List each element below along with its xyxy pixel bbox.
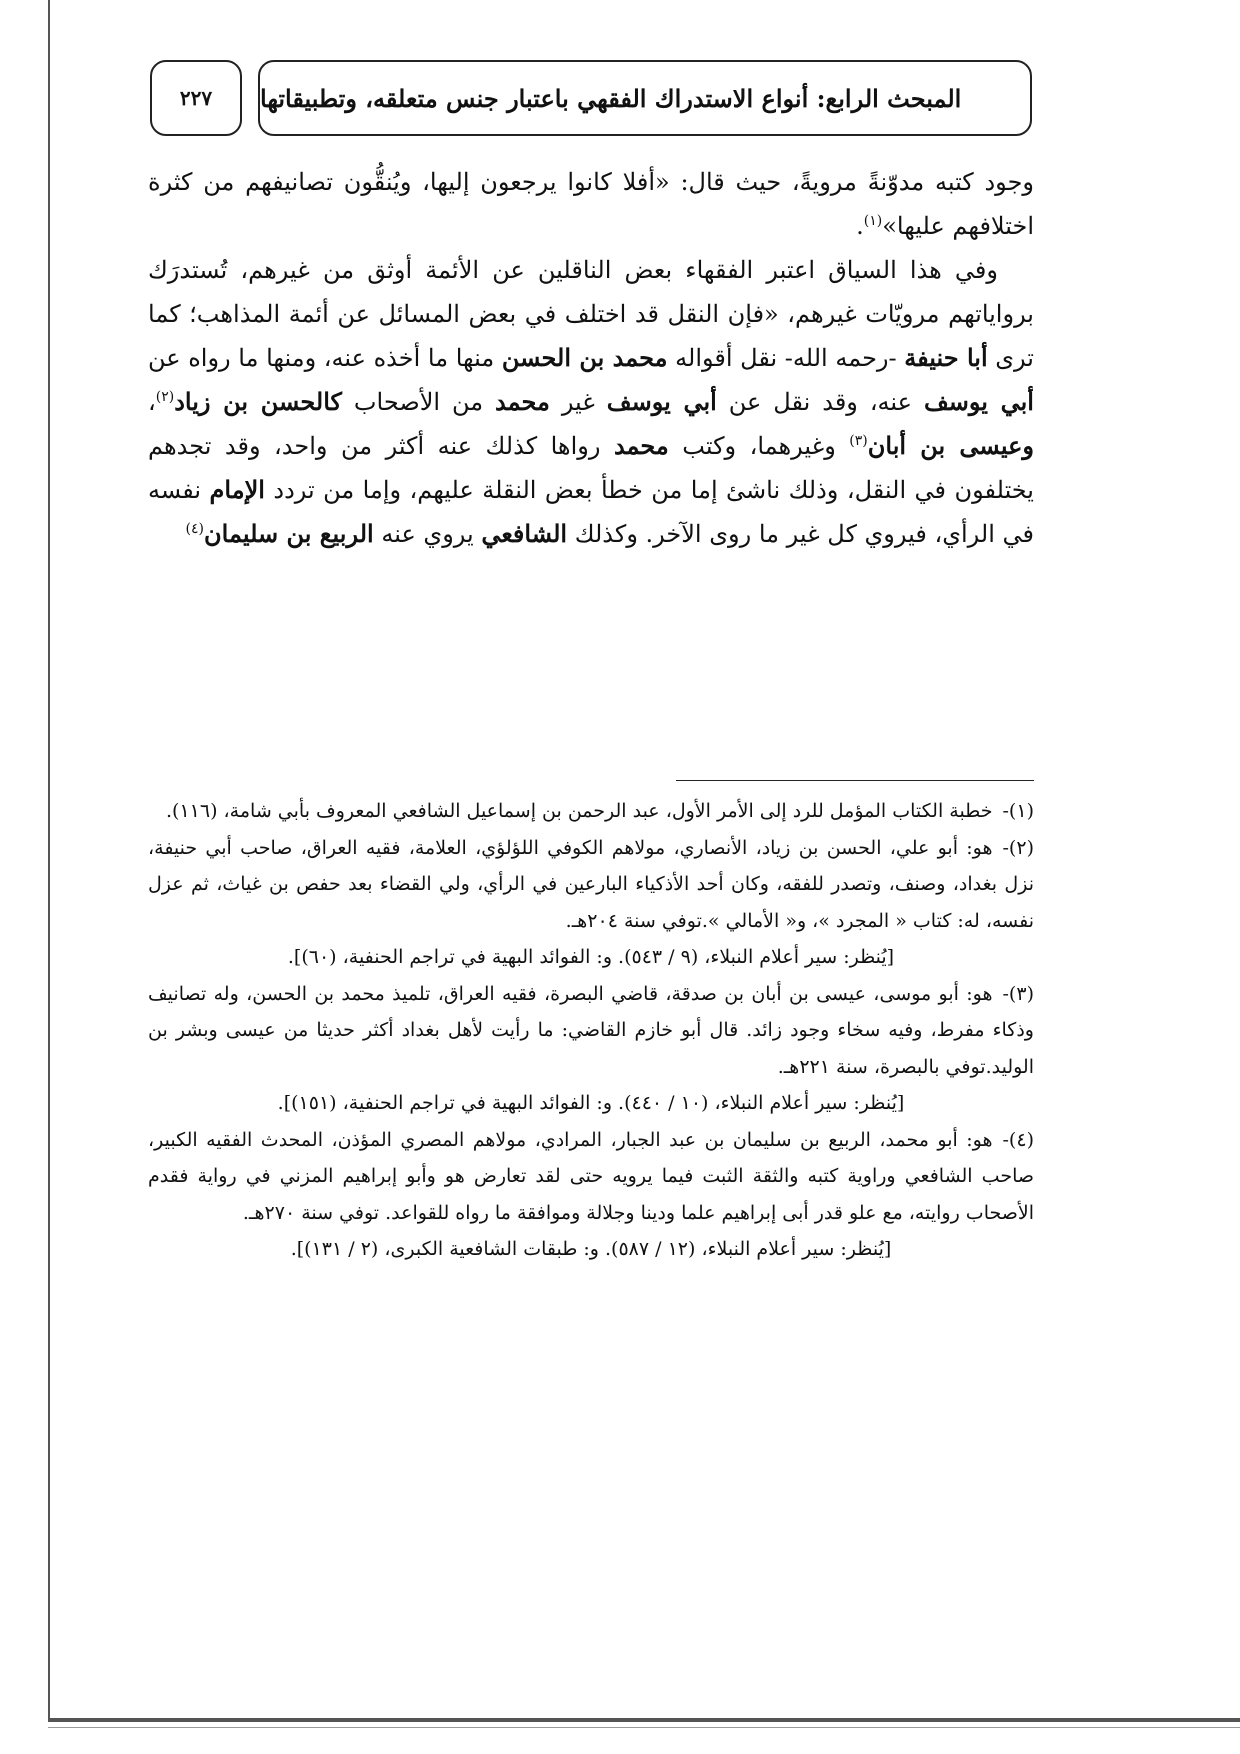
footnotes: [148, 793, 1034, 1268]
footnote-number: (١)-: [1002, 800, 1034, 822]
name-abu-yusuf: أبي يوسف: [606, 387, 717, 416]
text-run: يروي عنه: [381, 520, 474, 548]
footnote-text: هو: أبو موسى، عيسى بن أبان بن صدقة، قاضي البصرة، فقيه العراق، تلميذ محمد بن الحسن، وله تصانيف وذكاء مفرط، وفيه سخاء وجود زائد. قال أبو خازم القاضي: ما رأيت لأهل بغداد أكثر حديثا من عيسى وبشر بن الوليد.توفي بالبصرة، سنة ٢٢١هـ.: [148, 982, 1034, 1078]
page-left-edge: [48, 0, 50, 1720]
text-run: وفي هذا السياق اعتبر الفقهاء بعض الناقلين عن الأئمة أوثق من غيرهم، تُستدرَك برواياتهم مرويّات غيرهم، «فإن النقل قد اختلف في بعض المسائل عن أئمة المذاهب؛ كما ترى: [148, 256, 1034, 372]
paragraph-1: [148, 160, 1034, 248]
footnote-ref-3[interactable]: (٣): [849, 433, 868, 449]
footnote-4: [148, 1122, 1034, 1232]
page-bottom-edge: [48, 1718, 1240, 1722]
chapter-header: [258, 60, 1032, 136]
name-muhammad: محمد: [495, 387, 550, 416]
footnote-text: خطبة الكتاب المؤمل للرد إلى الأمر الأول، عبد الرحمن بن إسماعيل الشافعي المعروف بأبي شامة، (١١٦).: [166, 800, 993, 822]
footnote-4-reference: [يُنظر: سير أعلام النبلاء، (١٢ / ٥٨٧). و: طبقات الشافعية الكبرى، (٢ / ١٣١)].: [290, 1238, 892, 1260]
text-run: وغيرهما، وكتب: [682, 432, 836, 460]
page-number-box: [150, 60, 242, 136]
footnote-ref-1[interactable]: (١): [863, 213, 883, 229]
text-run: عنه، وقد نقل عن: [728, 388, 912, 416]
name-imam: الإمام: [209, 475, 265, 504]
name-isa-ibn-aban: وعيسى بن أبان: [867, 431, 1034, 460]
name-abu-hanifa: أبا حنيفة: [904, 343, 988, 372]
footnote-2-reference: [يُنظر: سير أعلام النبلاء، (٩ / ٥٤٣). و: الفوائد البهية في تراجم الحنفية، (٦٠)].: [287, 946, 895, 968]
footnote-number: (٤)-: [1002, 1128, 1034, 1151]
page-number: ٢٢٧: [179, 86, 213, 110]
footnote-ref-2[interactable]: (٢): [155, 389, 175, 405]
chapter-title: المبحث الرابع: أنواع الاستدراك الفقهي باعتبار جنس متعلقه، وتطبيقاتها: [260, 83, 962, 113]
name-muhammad: محمد: [613, 431, 669, 460]
footnote-text: هو: أبو علي، الحسن بن زياد، الأنصاري، مولاهم الكوفي اللؤلؤي، العلامة، فقيه العراق، صاحب أبي حنيفة، نزل بغداد، وصنف، وتصدر للفقه، وكان أحد الأذكياء البارعين في الرأي، ولي القضاء بعد حفص بن غياث، ثم عزل نفسه، له: كتاب « المجرد »، و« الأمالي ».توفي سنة ٢٠٤هـ.: [148, 836, 1034, 932]
text-run: من الأصحاب: [353, 388, 484, 416]
page-bottom-edge-shadow: [48, 1727, 1240, 1728]
name-al-rabi-ibn-sulayman: الربيع بن سليمان: [204, 519, 374, 548]
text-run: ،: [148, 388, 156, 416]
name-al-shafii: الشافعي: [481, 519, 568, 548]
footnote-ref-4[interactable]: (٤): [185, 521, 205, 537]
main-text: [148, 160, 1034, 556]
footnote-2: [148, 830, 1034, 940]
footnote-text: هو: أبو محمد، الربيع بن سليمان بن عبد الجبار، المرادي، مولاهم المصري المؤذن، المحدث الفقيه الكبير، صاحب الشافعي وراوية كتبه والثقة الثبت فيما يرويه حتى لقد تعارض هو وأبو إبراهيم المزني في رواية فقدم الأصحاب روايته، مع علو قدر أبى إبراهيم علما ودينا وجلالة وموافقة ما رواه للقواعد. توفي سنة ٢٧٠هـ.: [148, 1128, 1034, 1224]
text-run: منها ما أخذه عنه، ومنها ما رواه عن: [148, 344, 495, 372]
footnote-1: [148, 793, 1034, 830]
paragraph-2: [148, 248, 1034, 556]
name-hasan-ibn-ziyad: كالحسن بن زياد: [174, 387, 342, 416]
paragraph-1-end: .: [856, 212, 864, 240]
text-run: غير: [561, 388, 595, 416]
footnote-separator: [676, 780, 1034, 781]
footnote-number: (٢)-: [1002, 836, 1034, 859]
name-muhammad-ibn-al-hasan: محمد بن الحسن: [501, 343, 668, 372]
footnote-3: [148, 976, 1034, 1086]
name-abu-yusuf: أبي يوسف: [923, 387, 1034, 416]
footnote-number: (٣)-: [1002, 982, 1034, 1005]
text-run: رواها كذلك عنه أكثر من واحد، وقد تجدهم يختلفون في النقل، وذلك ناشئ إما من خطأ بعض النقلة عليهم، وإما من تردد: [148, 432, 1034, 504]
footnote-3-reference: [يُنظر: سير أعلام النبلاء، (١٠ / ٤٤٠). و: الفوائد البهية في تراجم الحنفية، (١٥١)].: [277, 1092, 905, 1114]
text-run: -رحمه الله- نقل أقواله: [675, 344, 897, 372]
text-run: نفسه في الرأي، فيروي كل غير ما روى الآخر. وكذلك: [148, 476, 1034, 548]
paragraph-1-text: وجود كتبه مدوّنةً مرويةً، حيث قال: «أفلا كانوا يرجعون إليها، ويُنقُّون تصانيفهم من كثرة اختلافهم عليها»: [148, 168, 1034, 240]
